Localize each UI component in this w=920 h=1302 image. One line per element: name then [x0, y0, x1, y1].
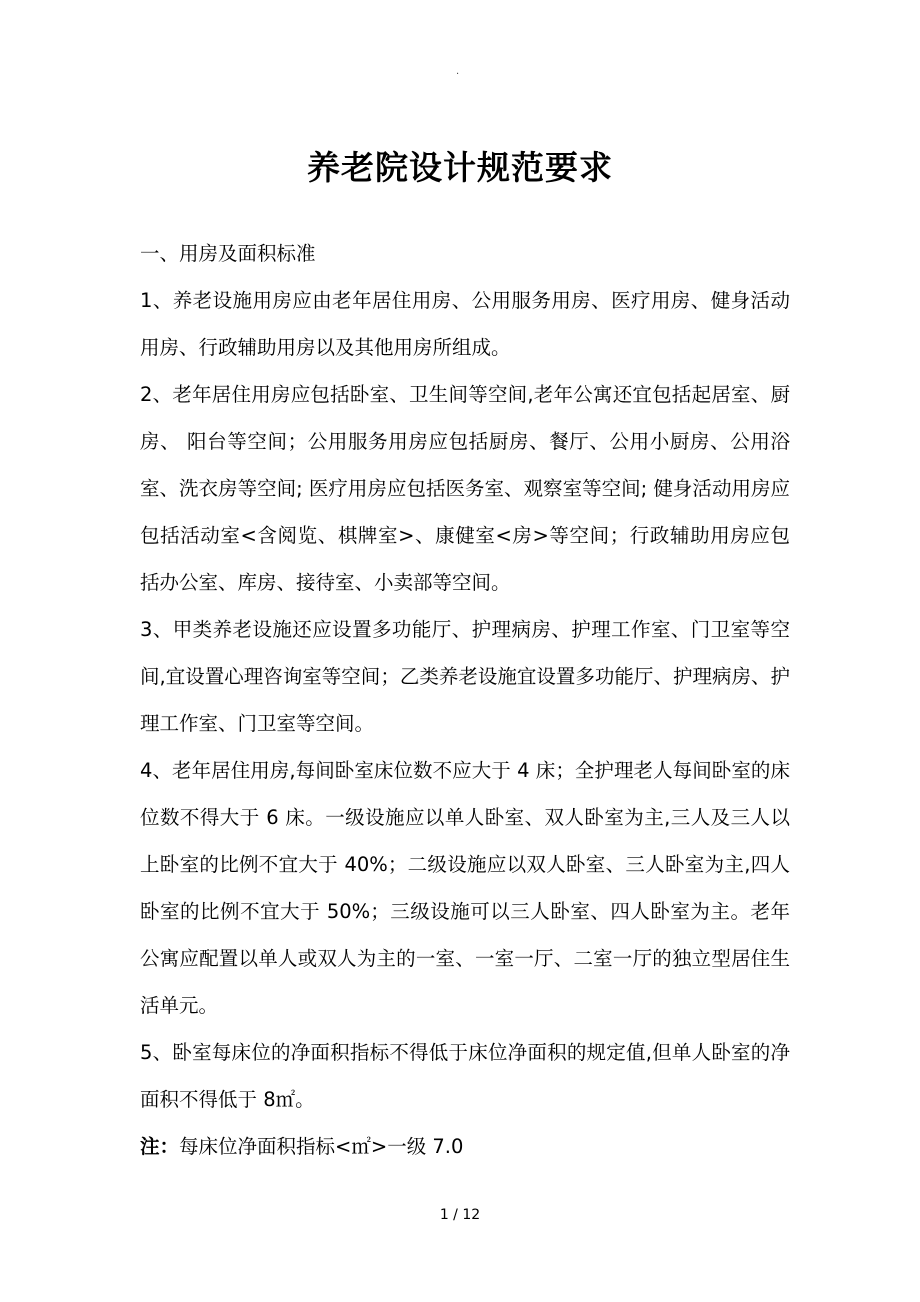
paragraph-5: 5、卧室每床位的净面积指标不得低于床位净面积的规定值,但单人卧室的净面积不得低于 8㎡。: [140, 1041, 790, 1111]
paragraph-1: 1、养老设施用房应由老年居住用房、公用服务用房、医疗用房、健身活动用房、行政辅助用房以及其他用房所组成。: [140, 289, 790, 359]
note-label: 注：: [140, 1135, 180, 1158]
page-indicator: 1 / 12: [439, 1207, 481, 1223]
document-title: 养老院设计规范要求: [307, 148, 613, 187]
header-mark: .: [456, 66, 460, 77]
document-body: [140, 230, 790, 1170]
paragraph-2: 2、老年居住用房应包括卧室、卫生间等空间,老年公寓还宜包括起居室、厨房、 阳台等空间；公用服务用房应包括厨房、餐厅、公用小厨房、公用浴室、洗衣房等空间; 医疗用房应包括医务室、观察室等空间; 健身活动用房应包括活动室<含阅览、棋牌室>、康健室<房>等空间；行政辅助用房应包括办公室、库房、接待室、小卖部等空间。: [140, 383, 790, 594]
section-heading: 一、用房及面积标准: [140, 242, 316, 265]
paragraph-4: 4、老年居住用房,每间卧室床位数不应大于 4 床；全护理老人每间卧室的床位数不得大于 6 床。一级设施应以单人卧室、双人卧室为主,三人及三人以上卧室的比例不宜大于 40%；二级设施应以双人卧室、三人卧室为主,四人卧室的比例不宜大于 50%；三级设施可以三人卧室、四人卧室为主。老年公寓应配置以单人或双人为主的一室、一室一厅、二室一厅的独立型居住生活单元。: [140, 759, 790, 1017]
note-text: 每床位净面积指标<㎡>一级 7.0: [179, 1135, 464, 1158]
paragraph-3: 3、甲类养老设施还应设置多功能厅、护理病房、护理工作室、门卫室等空间,宜设置心理咨询室等空间；乙类养老设施宜设置多功能厅、护理病房、护理工作室、门卫室等空间。: [140, 618, 790, 735]
note-line: [140, 1123, 790, 1170]
